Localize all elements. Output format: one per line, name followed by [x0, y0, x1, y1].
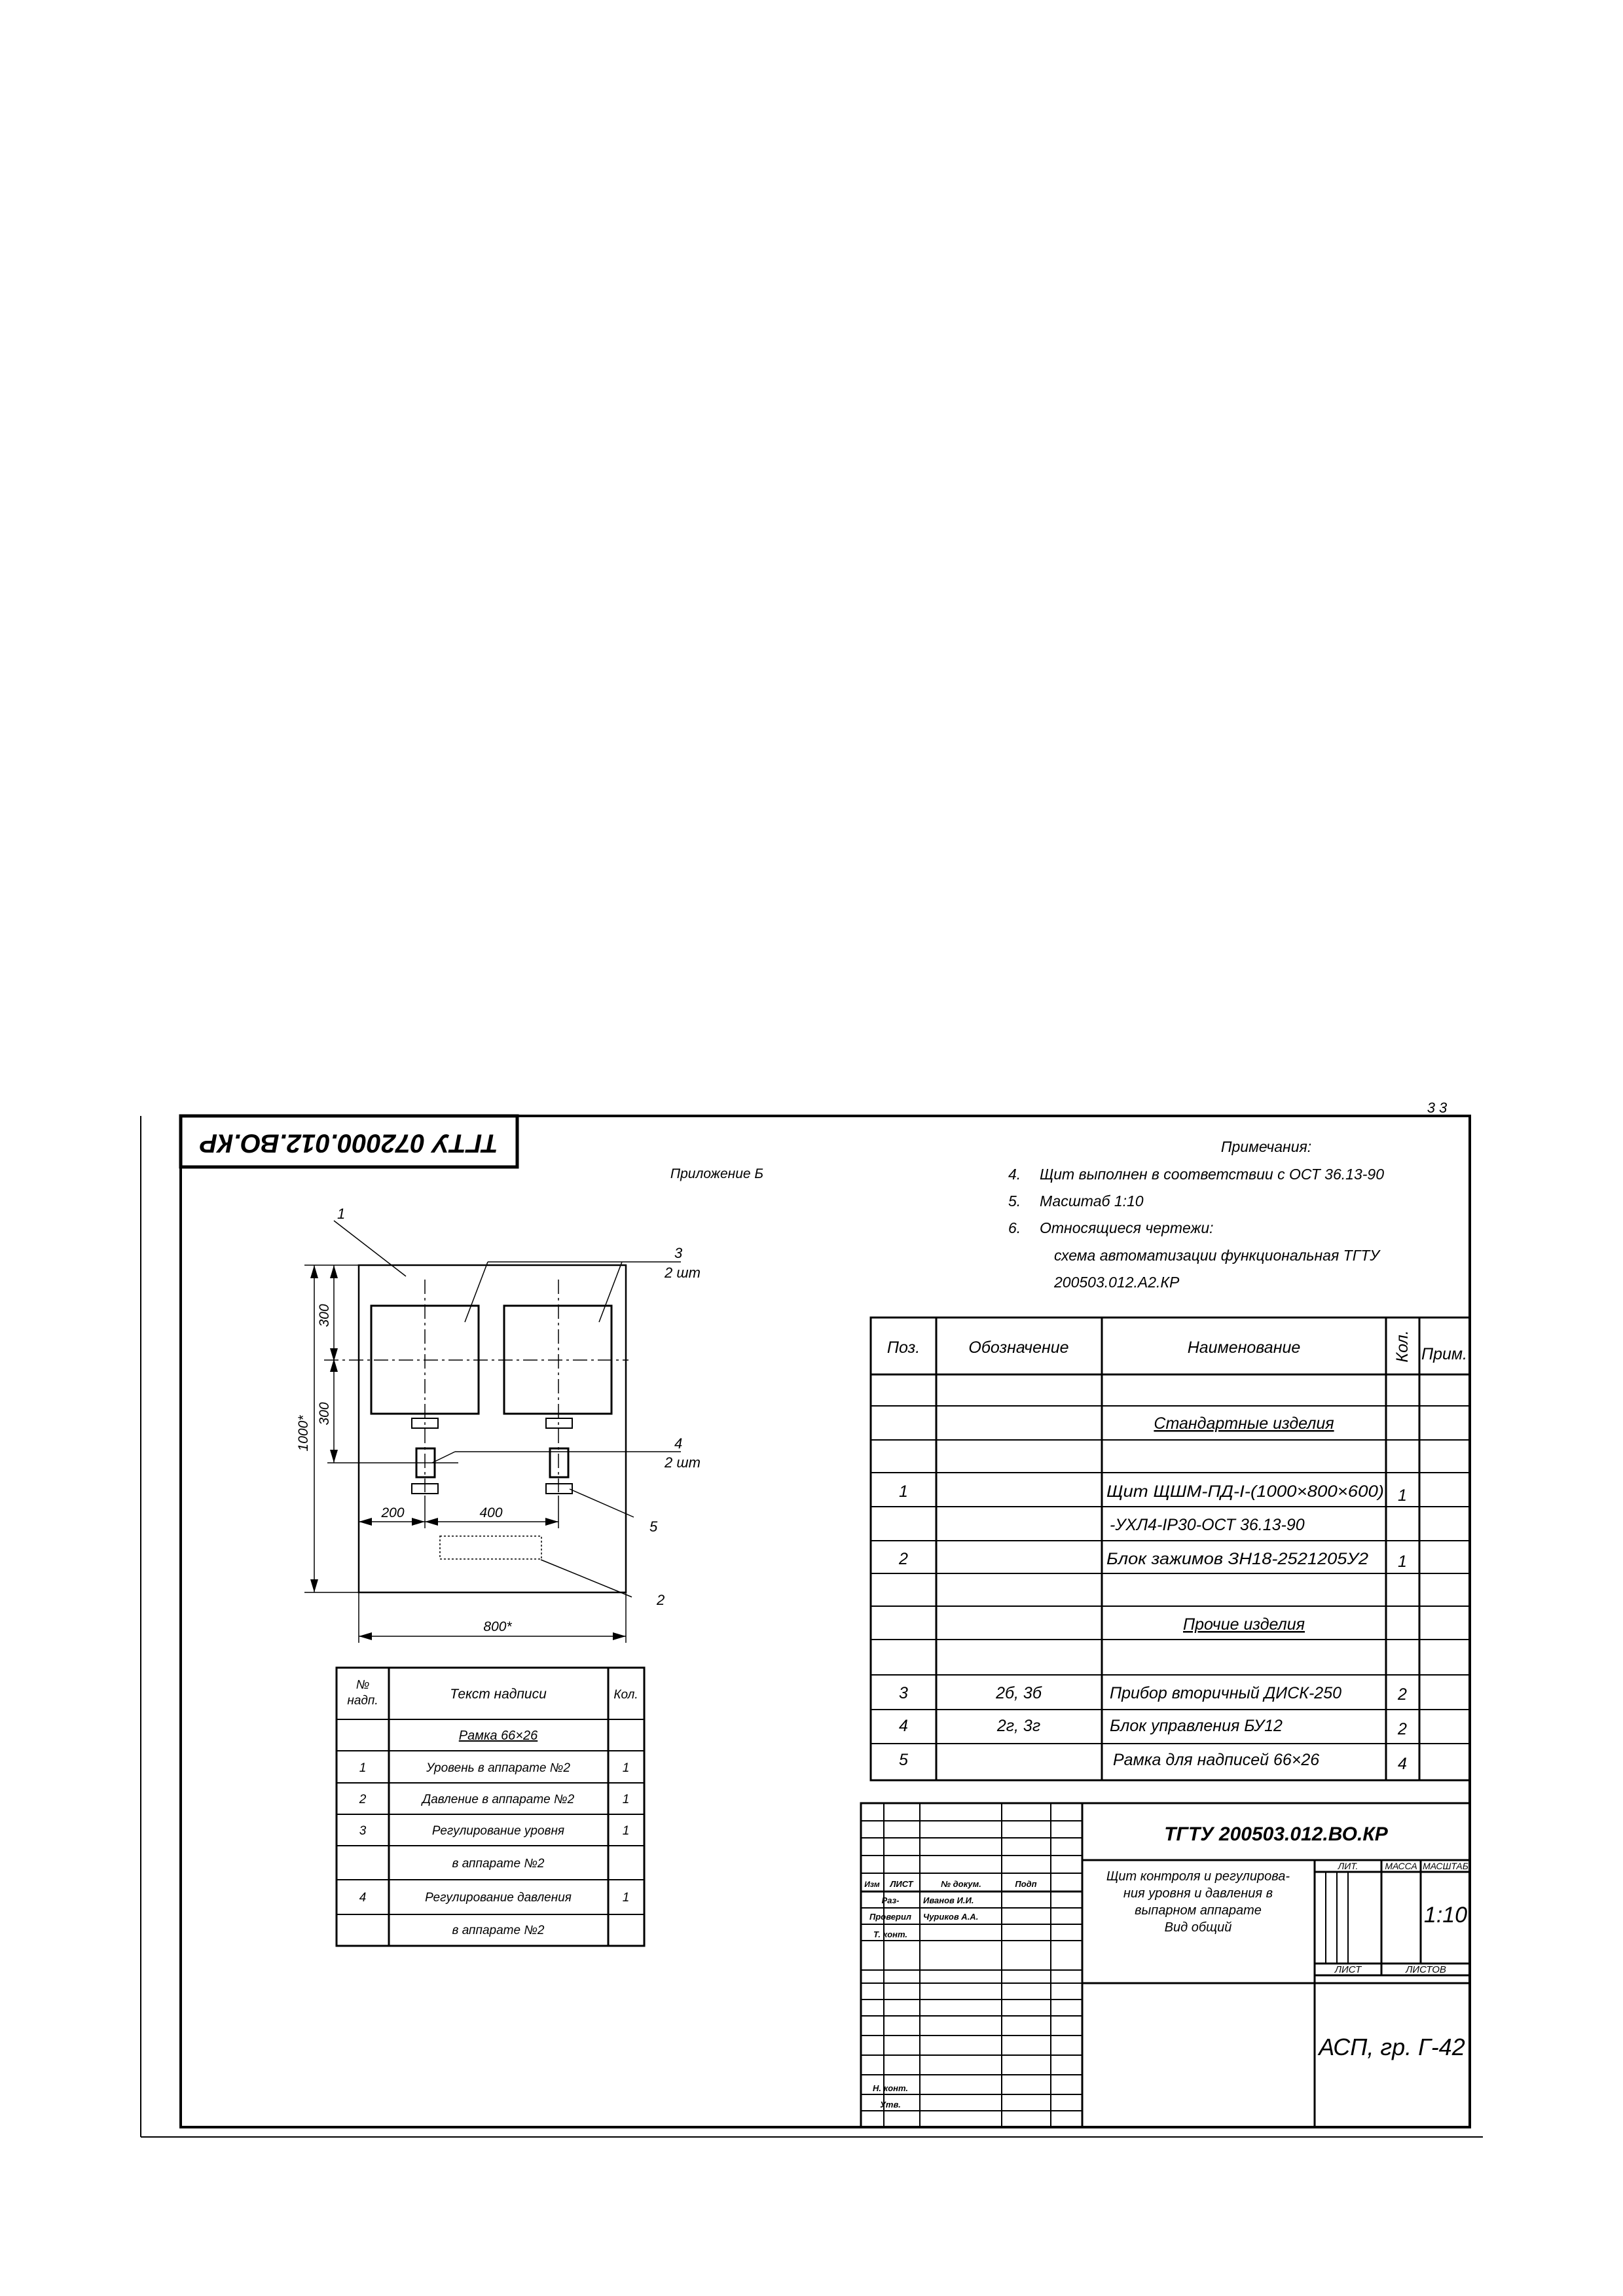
- spec-row-5-designation: 2г, 3г: [996, 1717, 1041, 1735]
- label-row-2-qty: 1: [622, 1793, 630, 1806]
- spec-section-standard: Стандартные изделия: [1154, 1414, 1334, 1433]
- spec-row-4-qty: 2: [1398, 1685, 1407, 1704]
- note-ref-line-2: 200503.012.А2.КР: [1054, 1274, 1180, 1291]
- callout-5: 5: [649, 1518, 658, 1535]
- note-5-text: Масштаб 1:10: [1040, 1193, 1144, 1210]
- title-block-col-sheets: ЛИСТОВ: [1406, 1964, 1446, 1975]
- label-row-6-text: в аппарате №2: [452, 1924, 545, 1937]
- title-block-doc-code: ТГТУ 200503.012.ВО.КР: [1164, 1823, 1388, 1845]
- control-unit-right: [550, 1448, 568, 1477]
- callout-1: 1: [337, 1206, 346, 1222]
- note-5-number: 5.: [1008, 1193, 1021, 1210]
- label-frame-4: [546, 1484, 572, 1494]
- page-number: 3 3: [1427, 1100, 1448, 1116]
- title-block-role-developer: Раз-: [881, 1895, 900, 1905]
- title-block-checker-name: Чуриков А.А.: [923, 1912, 979, 1922]
- callout-4: 4: [674, 1435, 683, 1452]
- title-block-title-2: ния уровня и давления в: [1123, 1886, 1273, 1901]
- title-block-hdr-doc: № докум.: [941, 1879, 981, 1889]
- spec-row-5-name: Блок управления БУ12: [1110, 1717, 1283, 1735]
- label-row-5-num: 4: [359, 1891, 367, 1905]
- label-row-4-text: в аппарате №2: [452, 1857, 545, 1871]
- note-6-number: 6.: [1008, 1219, 1021, 1236]
- spec-row-1-pos: 1: [899, 1482, 908, 1501]
- dimension-800: 800*: [483, 1619, 512, 1634]
- spec-row-3-pos: 2: [899, 1550, 908, 1568]
- label-row-2-text: Давление в аппарате №2: [422, 1793, 575, 1806]
- spec-row-3-qty: 1: [1398, 1552, 1407, 1571]
- title-block-title-3: выпарном аппарате: [1135, 1903, 1262, 1918]
- appendix-label: Приложение Б: [670, 1166, 764, 1181]
- rotated-stamp-code: ТГТУ 072000.012.ВО.КР: [200, 1128, 498, 1158]
- title-block-hdr-list: ЛИСТ: [890, 1879, 913, 1889]
- rotated-stamp: [181, 1116, 517, 1167]
- spec-row-4-name: Прибор вторичный ДИСК-250: [1110, 1684, 1342, 1702]
- title-block: [861, 1803, 1470, 2127]
- notes-title: Примечания:: [1220, 1138, 1312, 1155]
- label-table-header-text: Текст надписи: [450, 1687, 547, 1702]
- note-6-text: Относящиеся чертежи:: [1040, 1219, 1214, 1236]
- spec-row-2-name: -УХЛ4-IP30-ОСТ 36.13-90: [1110, 1516, 1305, 1534]
- label-table-header-qty: Кол.: [613, 1688, 638, 1702]
- drawing-labels: [296, 1206, 701, 1634]
- dimension-200: 200: [381, 1505, 405, 1520]
- title-block-col-lit: ЛИТ.: [1338, 1861, 1359, 1871]
- callout-2: 2: [657, 1592, 665, 1608]
- label-row-3-num: 3: [359, 1824, 367, 1838]
- spec-header-name: Наименование: [1187, 1338, 1301, 1357]
- spec-header-qty: Кол.: [1393, 1330, 1412, 1363]
- terminal-block: [440, 1536, 541, 1559]
- spec-row-5-pos: 4: [899, 1717, 908, 1735]
- title-block-title-4: Вид общий: [1164, 1920, 1232, 1935]
- spec-row-1-qty: 1: [1398, 1486, 1407, 1505]
- spec-row-4-designation: 2б, 3б: [996, 1684, 1042, 1702]
- label-row-2-num: 2: [359, 1793, 367, 1806]
- label-row-3-text: Регулирование уровня: [431, 1824, 565, 1838]
- title-block-developer-name: Иванов И.И.: [923, 1895, 974, 1905]
- spec-row-6-pos: 5: [899, 1751, 908, 1769]
- spec-table: [871, 1318, 1470, 1780]
- title-block-role-approve: Утв.: [880, 2100, 901, 2109]
- notes-block: [1008, 1138, 1384, 1291]
- spec-row-6-name: Рамка для надписей 66×26: [1113, 1751, 1320, 1769]
- note-4-number: 4.: [1008, 1166, 1021, 1183]
- centerlines: [324, 1280, 629, 1492]
- title-block-scale: 1:10: [1423, 1903, 1468, 1928]
- title-block-col-sheet: ЛИСТ: [1334, 1964, 1362, 1975]
- spec-section-other: Прочие изделия: [1183, 1615, 1305, 1634]
- panel-outline: [359, 1265, 626, 1592]
- label-table-frame-label: Рамка 66×26: [458, 1729, 538, 1743]
- callout-3-quantity: 2 шт: [665, 1265, 701, 1281]
- label-row-5-text: Регулирование давления: [425, 1891, 572, 1905]
- note-ref-line-1: схема автоматизации функциональная ТГТУ: [1054, 1247, 1379, 1264]
- spec-row-6-qty: 4: [1398, 1755, 1407, 1773]
- dimension-300-top: 300: [317, 1304, 332, 1327]
- label-row-1-num: 1: [359, 1761, 367, 1775]
- title-block-col-scale: МАСШТАБ: [1423, 1861, 1468, 1871]
- title-block-hdr-sign: Подп: [1015, 1879, 1037, 1889]
- label-row-5-qty: 1: [622, 1891, 630, 1905]
- panel-drawing: [304, 1221, 681, 1643]
- title-block-role-checker: Проверил: [869, 1912, 911, 1922]
- title-block-organization: АСП, гр. Г-42: [1319, 2034, 1465, 2060]
- spec-row-1-name: Щит ЩШМ-ПД-I-(1000×800×600): [1106, 1482, 1384, 1501]
- title-block-role-ncontrol: Н. конт.: [873, 2083, 908, 2093]
- title-block-role-tcontrol: Т. конт.: [873, 1929, 908, 1939]
- label-row-3-qty: 1: [622, 1824, 630, 1838]
- spec-header-designation: Обозначение: [968, 1338, 1069, 1357]
- callout-3: 3: [674, 1245, 683, 1261]
- title-block-col-mass: МАССА: [1385, 1861, 1417, 1871]
- label-table: [337, 1668, 644, 1946]
- dimension-400: 400: [479, 1505, 503, 1520]
- title-block-title-1: Щит контроля и регулирова-: [1106, 1869, 1290, 1884]
- dimension-300-middle: 300: [317, 1402, 332, 1426]
- dimension-1000: 1000*: [296, 1415, 311, 1452]
- callout-4-quantity: 2 шт: [665, 1454, 701, 1471]
- spec-row-5-qty: 2: [1398, 1720, 1407, 1738]
- title-block-hdr-izm: Изм: [864, 1880, 880, 1889]
- spec-row-4-pos: 3: [899, 1684, 908, 1702]
- spec-row-3-name: Блок зажимов ЗН18-2521205У2: [1106, 1550, 1369, 1568]
- dimension-arrows: [310, 1265, 626, 1640]
- label-row-1-text: Уровень в аппарате №2: [426, 1761, 570, 1775]
- spec-header-pos: Поз.: [886, 1338, 921, 1357]
- spec-header-note: Прим.: [1421, 1345, 1468, 1363]
- label-table-header-num-1: №: [356, 1678, 370, 1692]
- note-4-text: Щит выполнен в соответствии с ОСТ 36.13-90: [1040, 1166, 1384, 1183]
- label-row-1-qty: 1: [622, 1761, 630, 1775]
- label-table-header-num-2: надп.: [347, 1694, 378, 1708]
- label-frame-2: [546, 1418, 572, 1428]
